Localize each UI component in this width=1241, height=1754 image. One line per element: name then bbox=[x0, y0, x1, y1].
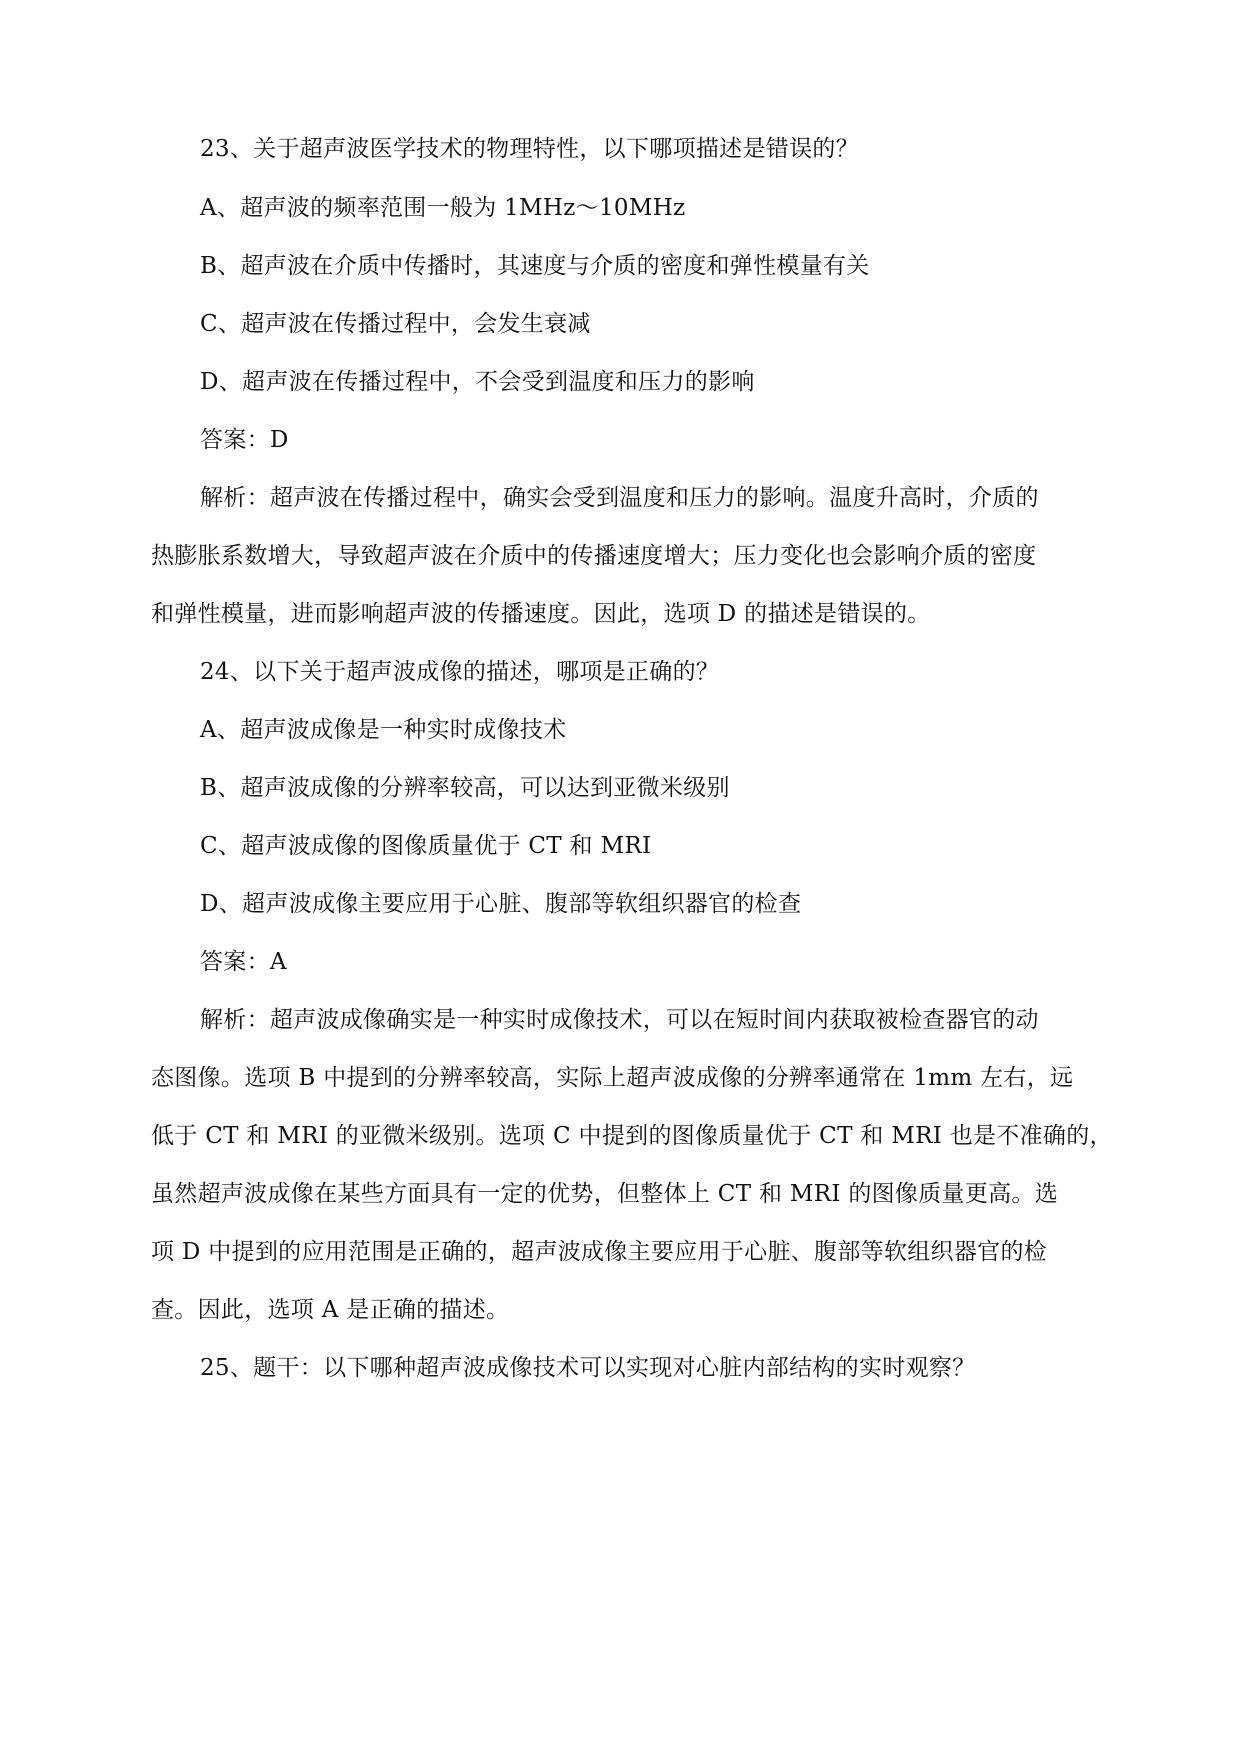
q24-option-d: D、超声波成像主要应用于心脏、腹部等软组织器官的检查 bbox=[200, 891, 802, 917]
q24-option-c: C、超声波成像的图像质量优于 CT 和 MRI bbox=[200, 833, 652, 859]
q23-answer: 答案：D bbox=[200, 427, 289, 453]
q23-option-c: C、超声波在传播过程中，会发生衰减 bbox=[200, 311, 591, 337]
q24-analysis-line: 态图像。选项 B 中提到的分辨率较高，实际上超声波成像的分辨率通常在 1mm 左右，远 bbox=[151, 1065, 1074, 1091]
q23-analysis-line: 和弹性模量，进而影响超声波的传播速度。因此，选项 D 的描述是错误的。 bbox=[151, 601, 931, 627]
q24-option-b: B、超声波成像的分辨率较高，可以达到亚微米级别 bbox=[200, 775, 730, 801]
q24-analysis-line: 低于 CT 和 MRI 的亚微米级别。选项 C 中提到的图像质量优于 CT 和 MRI 也是不准确的， bbox=[151, 1123, 1113, 1149]
question-25: 25、题干：以下哪种超声波成像技术可以实现对心脏内部结构的实时观察？ bbox=[200, 1355, 976, 1381]
q24-analysis-line: 虽然超声波成像在某些方面具有一定的优势，但整体上 CT 和 MRI 的图像质量更高。选 bbox=[151, 1181, 1059, 1207]
q23-analysis-line: 热膨胀系数增大，导致超声波在介质中的传播速度增大；压力变化也会影响介质的密度 bbox=[151, 543, 1037, 569]
q23-option-a: A、超声波的频率范围一般为 1MHz～10MHz bbox=[200, 195, 686, 221]
q24-analysis-line: 项 D 中提到的应用范围是正确的，超声波成像主要应用于心脏、腹部等软组织器官的检 bbox=[151, 1239, 1048, 1265]
q23-option-b: B、超声波在介质中传播时，其速度与介质的密度和弹性模量有关 bbox=[200, 253, 870, 279]
q24-option-a: A、超声波成像是一种实时成像技术 bbox=[200, 717, 567, 743]
question-23: 23、关于超声波医学技术的物理特性，以下哪项描述是错误的？ bbox=[200, 136, 859, 162]
q24-answer: 答案：A bbox=[200, 949, 287, 975]
q24-analysis-line: 查。因此，选项 A 是正确的描述。 bbox=[151, 1297, 510, 1323]
q23-analysis-line: 解析：超声波在传播过程中，确实会受到温度和压力的影响。温度升高时，介质的 bbox=[200, 485, 1039, 511]
question-24: 24、以下关于超声波成像的描述，哪项是正确的？ bbox=[200, 659, 720, 685]
q24-analysis-line: 解析：超声波成像确实是一种实时成像技术，可以在短时间内获取被检查器官的动 bbox=[200, 1007, 1039, 1033]
q23-option-d: D、超声波在传播过程中，不会受到温度和压力的影响 bbox=[200, 369, 755, 395]
